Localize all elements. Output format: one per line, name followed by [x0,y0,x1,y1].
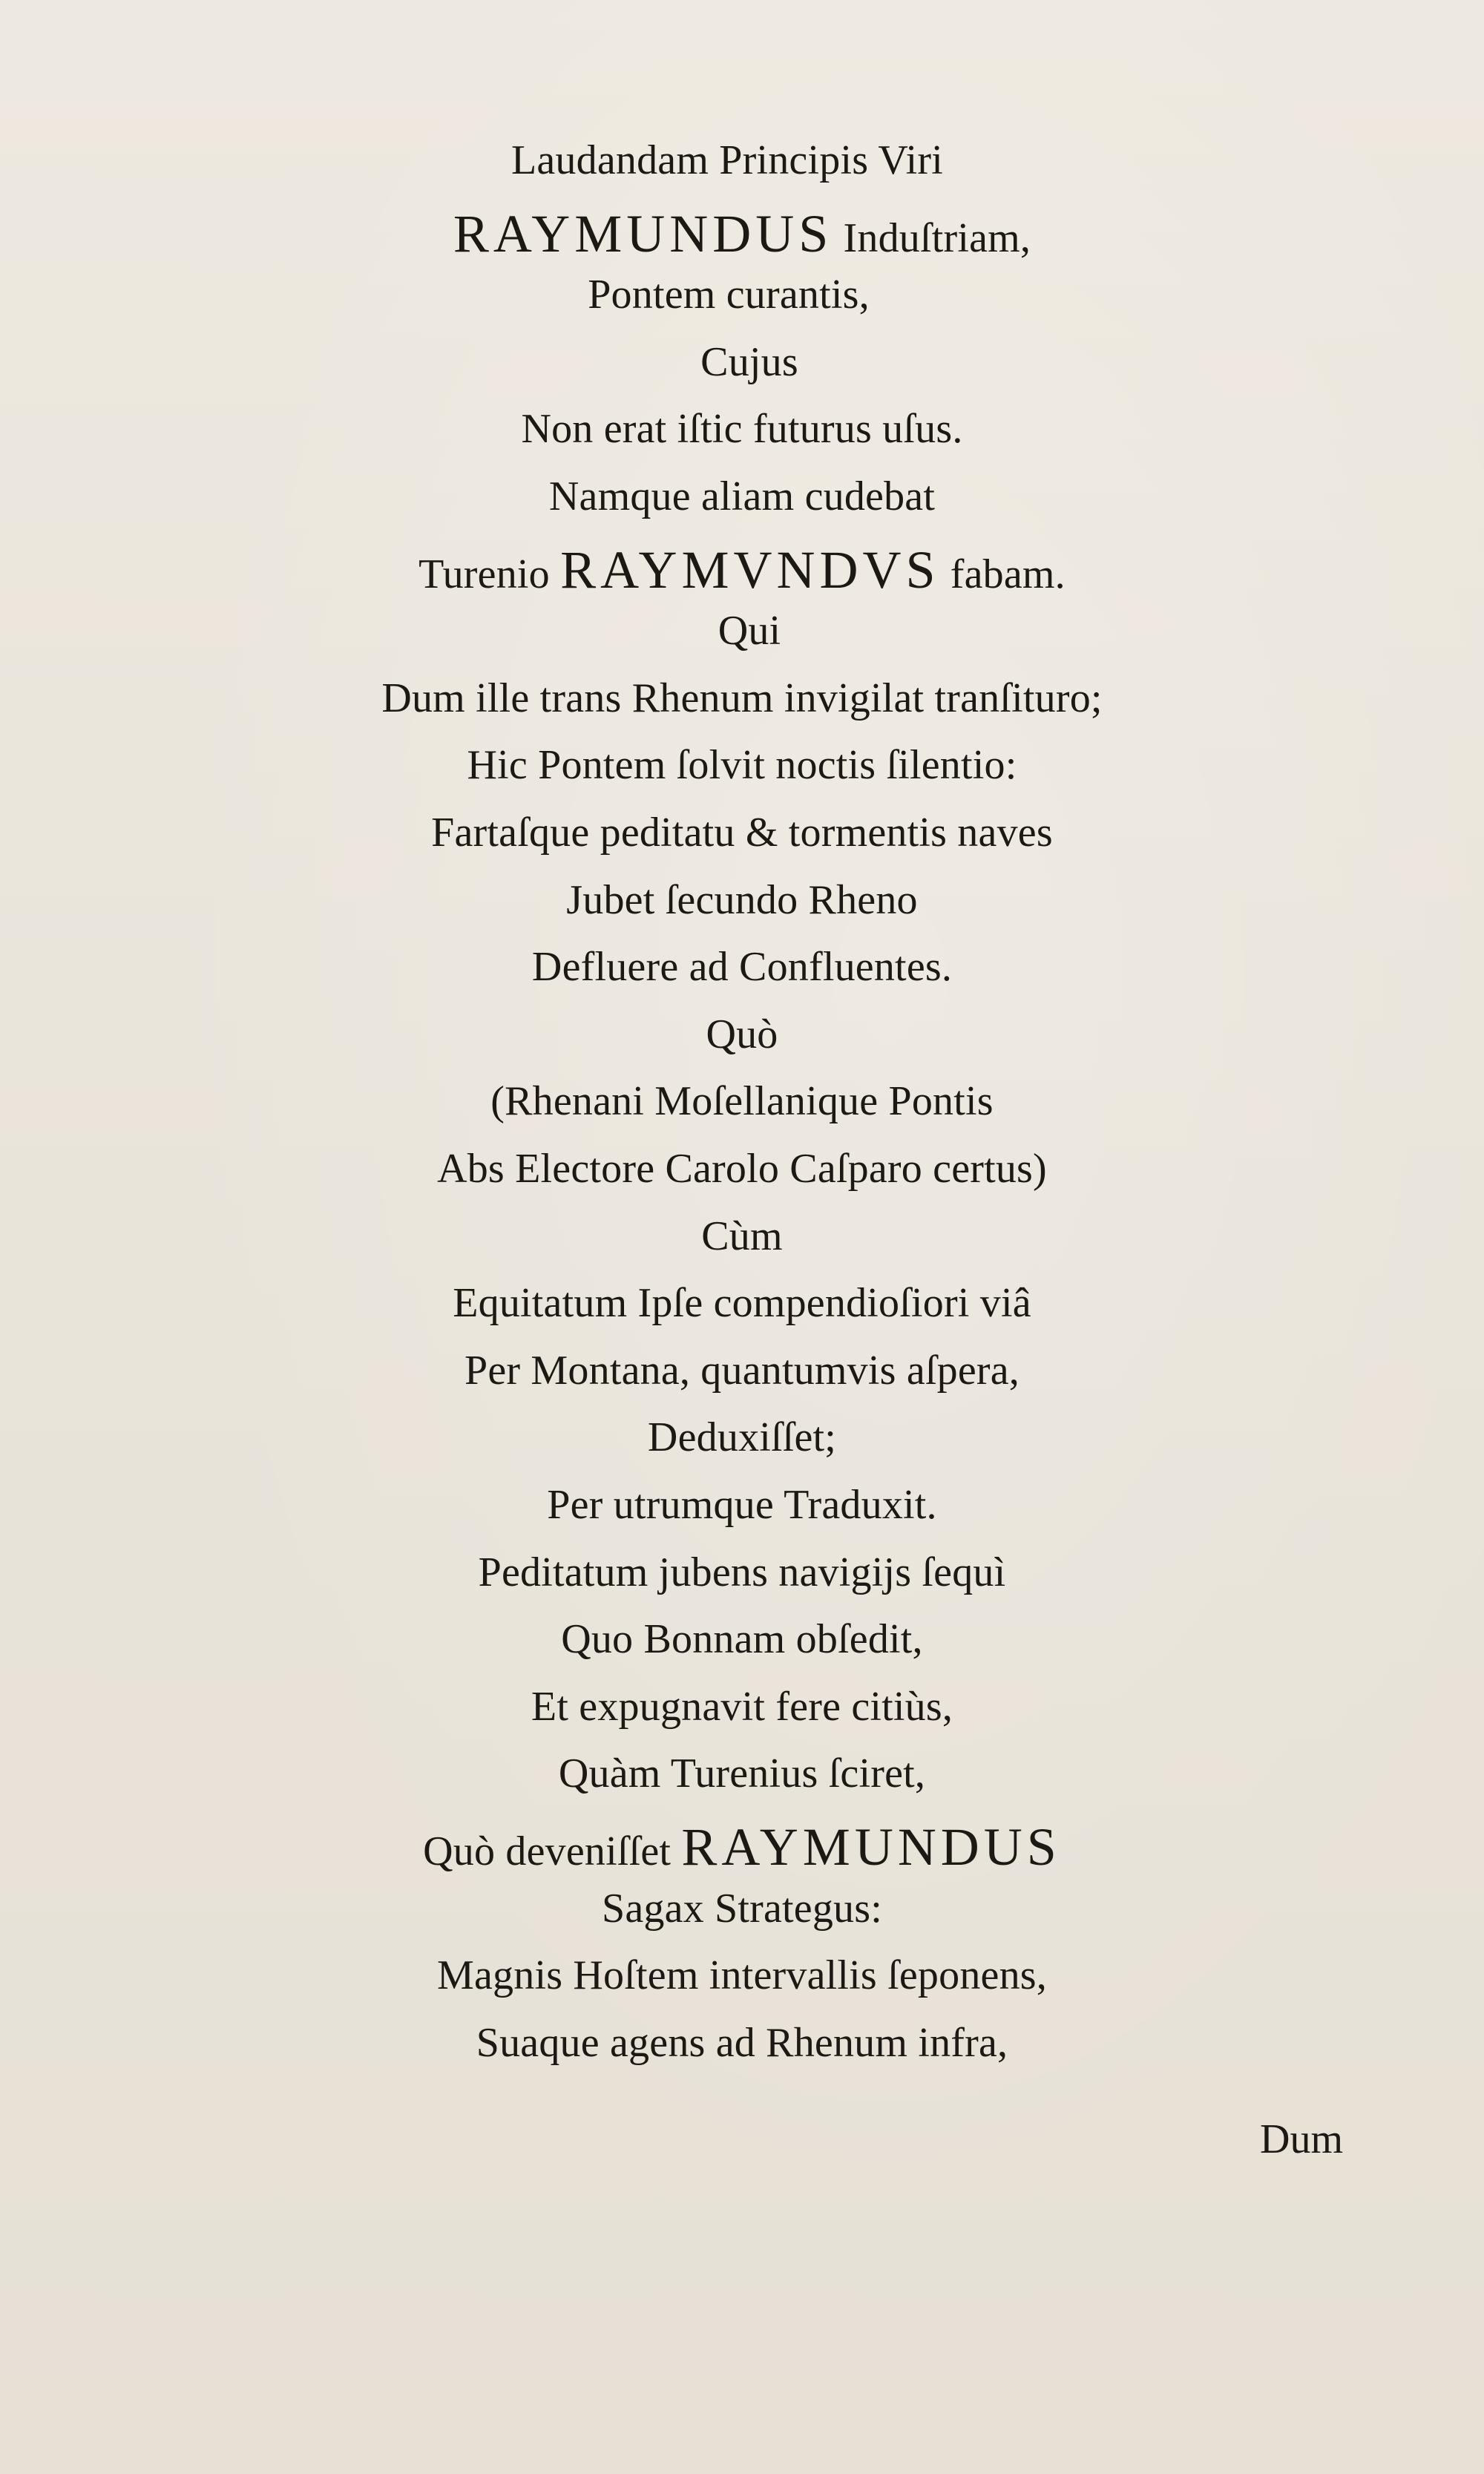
text-line [0,810,1484,856]
line-text: Cùm [701,1213,783,1259]
text-line [0,203,1484,263]
line-text: Cujus [700,338,798,385]
line-text: Quò deveniſſet [423,1828,682,1874]
line-text: Defluere ad Confluentes. [531,944,953,991]
line-text: Et expugnavit fere citiùs, [531,1683,953,1730]
line-text: Magnis Hoſtem intervallis ſeponens, [437,1952,1047,1999]
line-text: Hic Pontem ſolvit noctis ſilentio: [467,742,1017,789]
line-text: Abs Electore Carolo Caſparo certus) [437,1146,1047,1192]
text-line [0,137,1469,183]
text-line [0,944,1484,991]
line-text: Induſtriam, [833,214,1031,261]
line-text: Dum ille trans Rhenum invigilat tranſituro; [381,675,1103,721]
line-text: Deduxiſſet; [647,1414,837,1461]
text-line [0,1414,1484,1461]
text-line [0,406,1484,453]
text-line [7,610,1484,652]
text-line [0,539,1484,600]
text-line [0,1484,1484,1526]
text-line [0,1817,1484,1877]
text-line [0,742,1484,789]
text-line [0,272,1471,318]
line-text: Per Montana, quantumvis aſpera, [464,1347,1020,1394]
line-text: Quàm Turenius ſciret, [558,1750,926,1797]
line-text: fabam. [939,551,1066,597]
name-caps: RAYMUNDUS [681,1817,1061,1877]
line-text: Equitatum Ipſe compendioſiori viâ [453,1280,1031,1327]
name-caps: RAYMUNDUS [453,203,833,263]
text-line [0,1616,1484,1663]
text-line [0,2019,1484,2066]
line-text: Laudandam Principis Viri [510,137,944,183]
line-text: (Rhenani Moſellanique Pontis [490,1078,994,1125]
line-text: Turenio [418,551,561,597]
text-line [0,1549,1484,1595]
text-line [0,876,1484,923]
line-text: Jubet ſecundo Rheno [566,876,918,923]
line-text: Quò [706,1011,778,1057]
text-line [7,338,1484,385]
catchword: Dum [1260,2116,1343,2162]
text-line [0,1011,1484,1057]
text-line [0,1078,1484,1125]
text-line [0,1683,1484,1730]
text-line [0,677,1484,719]
line-text: Quo Bonnam obſedit, [561,1616,923,1663]
line-text: Non erat iſtic futurus uſus. [521,406,963,453]
line-text: Fartaſque peditatu & tormentis naves [431,810,1053,856]
line-text: Pontem curantis, [588,272,870,318]
text-line [0,1215,1484,1257]
text-line [0,1148,1484,1190]
text-line [0,1952,1484,1999]
line-text: Namque aliam cudebat [548,473,936,519]
text-line [0,1885,1484,1932]
line-text: Sagax Strategus: [601,1885,883,1932]
line-text: Qui [718,608,781,654]
text-line [0,473,1484,519]
line-text: Suaque agens ad Rhenum infra, [476,2019,1008,2066]
name-caps: RAYMVNDVS [560,539,940,600]
text-line [0,1347,1484,1394]
text-line [0,1280,1484,1327]
line-text: Per utrumque Traduxit. [547,1482,937,1528]
text-line [0,1750,1484,1797]
line-text: Peditatum jubens navigijs ſequì [478,1549,1006,1595]
